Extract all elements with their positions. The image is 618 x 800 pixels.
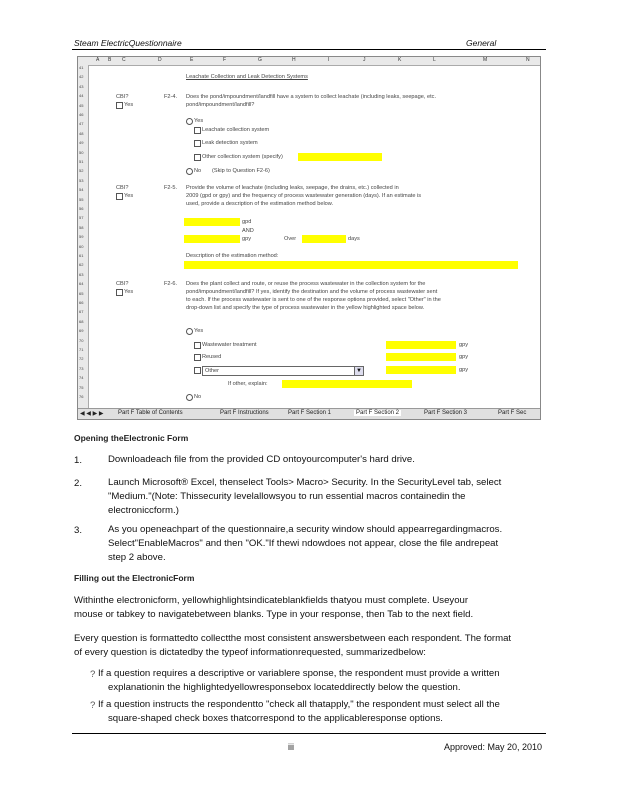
days-field[interactable] (302, 235, 346, 243)
volume-field[interactable] (386, 353, 456, 361)
row-header: 59 (79, 234, 84, 240)
section-heading: Filling out the ElectronicForm (74, 573, 195, 583)
cbi-label: CBI? (116, 185, 129, 191)
gpd-field[interactable] (184, 218, 240, 226)
footer-rule (72, 733, 546, 734)
sheet-tab[interactable]: Part F Sec (498, 410, 527, 416)
no-radio[interactable] (186, 168, 193, 175)
col-header: E (190, 57, 194, 63)
question-text: to each. If the process wastewater is sent to one of the response options provided, select "Other" in the (186, 297, 441, 303)
no-radio-label: No (194, 394, 202, 400)
col-header: B (108, 57, 112, 63)
col-header: J (363, 57, 366, 63)
row-header: 56 (79, 206, 84, 211)
step-text: "Medium."(Note: Thissecurity levelallowsyou to run essential macros containedin the (108, 491, 466, 502)
step-text: As you openeachpart of the questionnaire,a security window should appearregardingmacros. (108, 524, 503, 535)
cbi-label: CBI? (116, 94, 129, 100)
option-checkbox[interactable] (194, 342, 201, 349)
row-header: 73 (79, 365, 84, 371)
question-text: drop-down list and specify the type of process wastewater in the yellow highlighted space below. (186, 305, 425, 311)
sheet-tab-bar (78, 408, 540, 419)
document-header-left: Steam ElectricQuestionnaire (74, 38, 182, 48)
unit-label: gpy (459, 342, 469, 348)
cbi-checkbox[interactable] (116, 289, 123, 296)
skip-instruction: (Skip to Question F2-6) (212, 168, 270, 174)
yes-radio-label: Yes (194, 328, 204, 334)
and-label: AND (242, 228, 254, 234)
row-header: 61 (79, 253, 84, 258)
chevron-down-icon[interactable]: ▼ (354, 367, 363, 375)
row-header: 42 (79, 74, 84, 80)
cbi-checkbox[interactable] (116, 102, 123, 109)
unit-label: days (348, 236, 360, 242)
no-radio[interactable] (186, 394, 193, 401)
bullet-text: If a question instructs the respondentto "check all thatapply," the respondent must select all the (98, 699, 500, 710)
unit-label: gpd (242, 219, 252, 225)
bullet-icon: ? (90, 669, 96, 680)
question-text: Provide the volume of leachate (including leaks, seepage, the drains, etc.) collected in (186, 185, 399, 191)
bullet-text: explanationin the highlightedyellowresponsebox locateddirectly below the question. (108, 682, 461, 693)
cbi-checkbox-label: Yes (124, 289, 134, 295)
col-header: G (258, 57, 262, 63)
tab-nav-arrows[interactable]: ◀ ◀ ▶ ▶ (80, 411, 104, 417)
row-header: 44 (79, 93, 84, 99)
step-text: step 2 above. (108, 552, 166, 563)
description-label: Description of the estimation method: (186, 253, 279, 259)
step-number: 2. (74, 478, 83, 489)
row-header: 45 (79, 102, 84, 108)
question-text: Does the pond/impoundment/landfill have a system to collect leachate (including leaks, seepage, etc. (186, 94, 437, 100)
spreadsheet-screenshot (77, 56, 541, 420)
option-label: Leak detection system (202, 140, 258, 146)
row-header: 58 (79, 224, 84, 230)
paragraph-line: mouse or tabkey to navigatebetween blanks. Type in your response, then Tab to the next field. (74, 609, 474, 620)
row-header: 48 (79, 130, 84, 136)
other-explain-field[interactable] (282, 380, 412, 388)
option-label: Wastewater treatment (202, 342, 257, 348)
cbi-label: CBI? (116, 281, 129, 287)
section-heading: Opening theElectronic Form (74, 433, 189, 443)
row-header: 53 (79, 177, 84, 183)
row-header: 51 (79, 159, 84, 164)
col-header: C (122, 57, 126, 63)
cbi-checkbox-label: Yes (124, 102, 134, 108)
unit-label: gpy (459, 367, 469, 373)
cbi-checkbox-label: Yes (124, 193, 134, 199)
description-field[interactable] (184, 261, 518, 269)
row-header: 72 (79, 356, 84, 362)
approval-date: Approved: May 20, 2010 (444, 742, 543, 752)
question-text: Does the plant collect and route, or reuse the process wastewater in the collection system for the (186, 281, 426, 287)
row-header: 55 (79, 196, 84, 202)
specify-field[interactable] (298, 153, 382, 161)
option-checkbox[interactable] (194, 127, 201, 134)
row-header: 71 (79, 347, 84, 352)
other-explain-label: If other, explain: (228, 381, 268, 387)
row-header: 63 (79, 271, 84, 277)
row-header-bar (78, 65, 89, 409)
option-checkbox[interactable] (194, 154, 201, 161)
col-header: F (223, 57, 227, 63)
row-header: 75 (79, 384, 84, 390)
row-header: 50 (79, 149, 84, 155)
paragraph-line: Withinthe electronicform, yellowhighlightsindicateblankfields thatyou must complete. Useyour (74, 595, 469, 606)
volume-field[interactable] (386, 366, 456, 374)
document-header-right: General (466, 38, 497, 48)
question-text: pond/impoundment/landfill? If yes, identify the destination and the volume of process wastewater sent (186, 289, 438, 295)
row-header: 57 (79, 215, 84, 221)
paragraph-line: of every question is dictatedby the typeof informationrequested, summarizedbelow: (74, 647, 426, 658)
step-number: 1. (74, 455, 83, 466)
col-header: K (398, 57, 402, 63)
sheet-tab-active[interactable]: Part F Section 2 (356, 410, 400, 416)
no-radio-label: No (194, 168, 202, 174)
row-header: 68 (79, 318, 84, 324)
row-header: 43 (79, 83, 84, 89)
row-header: 47 (79, 121, 84, 127)
option-label: Leachate collection system (202, 127, 270, 133)
row-header: 66 (79, 300, 84, 305)
step-text: electroniccform.) (108, 505, 179, 516)
row-header: 76 (79, 394, 84, 399)
question-number: F2-5. (164, 185, 178, 191)
option-checkbox[interactable] (194, 354, 201, 361)
row-header: 70 (79, 337, 84, 343)
row-header: 49 (79, 140, 84, 146)
col-header: M (483, 57, 488, 63)
question-number: F2-6. (164, 281, 178, 287)
col-header: N (526, 57, 530, 63)
header-rule (72, 49, 546, 50)
sheet-tab[interactable]: Part F Table of Contents (118, 410, 183, 416)
col-header: L (433, 57, 436, 63)
bullet-text: If a question requires a descriptive or variablere sponse, the respondent must provide a written (98, 668, 500, 679)
row-header: 41 (79, 65, 84, 70)
bullet-text: square-shaped check boxes thatcorrespond to the applicableresponse options. (108, 713, 443, 724)
yes-radio[interactable] (186, 328, 193, 335)
option-checkbox[interactable] (194, 367, 201, 374)
row-header: 52 (79, 168, 84, 174)
question-text: used, provide a description of the estimation method below. (186, 201, 334, 207)
destination-dropdown[interactable] (202, 366, 364, 376)
step-text: Downloadeach file from the provided CD ontoyourcomputer's hard drive. (108, 454, 415, 465)
col-header: D (158, 57, 162, 63)
cbi-checkbox[interactable] (116, 193, 123, 200)
row-header: 46 (79, 112, 84, 117)
row-header: 54 (79, 187, 84, 193)
question-text: pond/impoundment/landfill? (186, 102, 255, 108)
section-title: Leachate Collection and Leak Detection Systems (186, 74, 308, 80)
col-header: I (328, 57, 330, 63)
row-header: 69 (79, 328, 84, 334)
dropdown-value: Other (205, 368, 219, 374)
sheet-tab[interactable]: Part F Section 1 (288, 410, 332, 416)
row-header: 64 (79, 281, 84, 287)
yes-radio[interactable] (186, 118, 193, 125)
row-header: 65 (79, 290, 84, 296)
question-number: F2-4. (164, 94, 178, 100)
column-header-bar (78, 57, 540, 66)
step-number: 3. (74, 525, 83, 536)
unit-label: gpy (242, 236, 252, 242)
step-text: Launch Microsoft® Excel, thenselect Tools> Macro> Security. In the SecurityLevel tab, select (108, 477, 502, 488)
sheet-tab[interactable]: Part F Instructions (220, 410, 269, 416)
page-number: iii (288, 742, 294, 752)
bullet-icon: ? (90, 700, 96, 711)
yes-radio-label: Yes (194, 118, 204, 124)
unit-label: gpy (459, 354, 469, 360)
row-header: 67 (79, 309, 84, 315)
over-label: Over (284, 236, 297, 242)
option-checkbox[interactable] (194, 140, 201, 147)
volume-field[interactable] (386, 341, 456, 349)
question-text: 2009 (gpd or gpy) and the frequency of process wastewater generation (days). If an estimate is (186, 193, 422, 199)
gpy-field[interactable] (184, 235, 240, 243)
option-label: Other collection system (specify) (202, 154, 283, 160)
col-header: H (292, 57, 296, 63)
col-header: A (96, 57, 100, 63)
paragraph-line: Every question is formattedto collectthe most consistent answersbetween each respondent. The format (74, 633, 512, 644)
row-header: 62 (79, 262, 84, 268)
option-label: Reused (202, 354, 222, 360)
step-text: Select"EnableMacros" and then "OK."If thewi ndowdoes not appear, close the file andrepeat (108, 538, 499, 549)
row-header: 60 (79, 243, 84, 249)
sheet-tab[interactable]: Part F Section 3 (424, 410, 468, 416)
row-header: 74 (79, 375, 84, 381)
